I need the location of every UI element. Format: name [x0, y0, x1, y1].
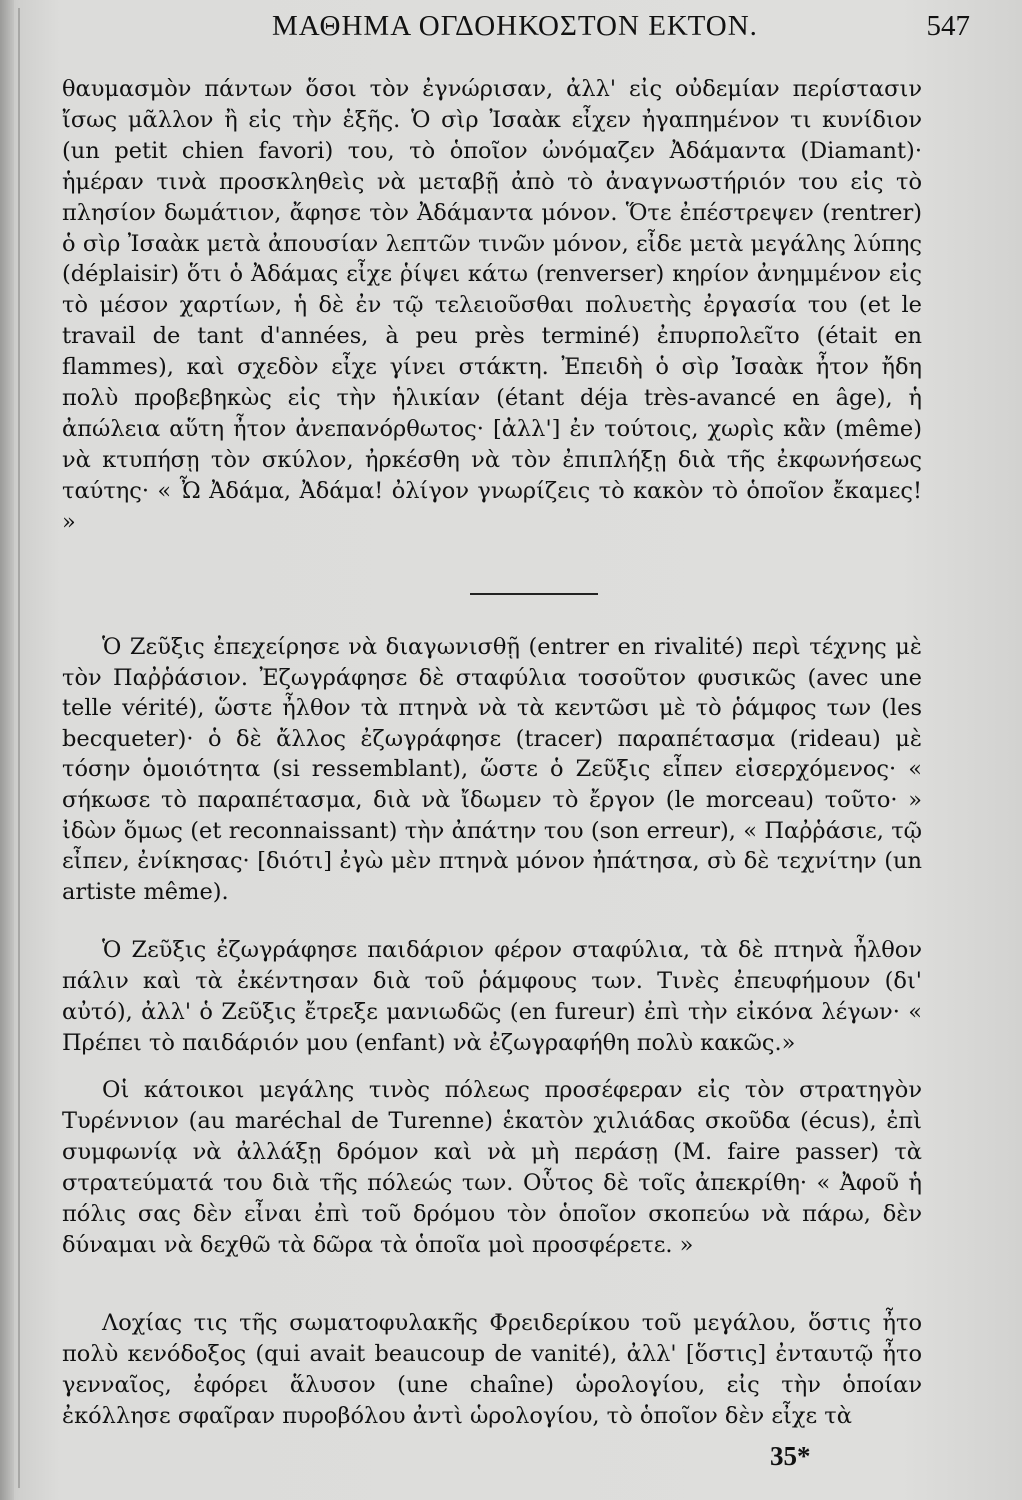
- signature-mark: 35*: [770, 1441, 811, 1471]
- page-number: 547: [926, 10, 970, 42]
- paragraph-zeuxis-boy-grapes: Ὁ Ζεῦξις ἐζωγράφησε παιδάριον φέρον σταφύλια, τὰ δὲ πτηνὰ ἦλθον πάλιν καὶ τὰ ἐκέντησαν διὰ τοῦ ῥάμφους των. Τινὲς ἐπευφήμουν (δι' αὐτό), ἀλλ' ὁ Ζεῦξις ἔτρεξε μανιωδῶς (en fureur) ἐπὶ τὴν εἰκόνα λέγων· « Πρέπει τὸ παιδάριόν μου (enfant) νὰ ἐζωγραφήθη πολὺ κακῶς.»: [62, 937, 922, 1056]
- page-header: [60, 10, 1000, 50]
- running-title: ΜΑΘΗΜΑ ΟΓΔΟΗΚΟΣΤΟΝ ΕΚΤΟΝ.: [272, 10, 758, 42]
- section-divider-rule: [470, 593, 598, 595]
- paragraph-zeuxis-parrhasius: Ὁ Ζεῦξις ἐπεχείρησε νὰ διαγωνισθῇ (entrer en rivalité) περὶ τέχνης μὲ τὸν Παῤῥάσιον. Ἐζωγράφησε δὲ σταφύλια τοσοῦτον φυσικῶς (avec une telle vérité), ὥστε ἦλθον τὰ πτηνὰ νὰ τὰ κεντῶσι μὲ τὸ ῥάμφος των (les becqueter)· ὁ δὲ ἄλλος ἐζωγράφησε (tracer) παραπέτασμα (rideau) μὲ τόσην ὁμοιότητα (si ressemblant), ὥστε ὁ Ζεῦξις εἶπεν εἰσερχόμενος· « σήκωσε τὸ παραπέτασμα, διὰ νὰ ἴδωμεν τὸ ἔργον (le morceau) τοῦτο· » ἰδὼν ὅμως (et reconnaissant) τὴν ἀπάτην του (son erreur), « Παῤῥάσιε, τῷ εἶπεν, ἐνίκησας· [διότι] ἐγὼ μὲν πτηνὰ μόνον ἠπάτησα, σὺ δὲ τεχνίτην (un artiste même).: [62, 634, 922, 905]
- page-gutter-line: [18, 8, 20, 1488]
- paragraph-newton-diamond: θαυμασμὸν πάντων ὅσοι τὸν ἐγνώρισαν, ἀλλ' εἰς οὐδεμίαν περίστασιν ἴσως μᾶλλον ἢ εἰς τὴν ἑξῆς. Ὁ σὶρ Ἰσαὰκ εἶχεν ἠγαπημένον τι κυνίδιον (un petit chien favori) του, τὸ ὁποῖον ὠνόμαζεν Ἀδάμαντα (Diamant)· ἡμέραν τινὰ προσκληθεὶς νὰ μεταβῇ ἀπὸ τὸ ἀναγνωστήριόν του εἰς τὸ πλησίον δωμάτιον, ἄφησε τὸν Ἀδάμαντα μόνον. Ὅτε ἐπέστρεψεν (rentrer) ὁ σὶρ Ἰσαὰκ μετὰ ἀπουσίαν λεπτῶν τινῶν μόνον, εἶδε μετὰ μεγάλης λύπης (déplaisir) ὅτι ὁ Ἀδάμας εἶχε ῥίψει κάτω (renverser) κηρίον ἀνημμένον εἰς τὸ μέσον χαρτίων, ἡ δὲ ἐν τῷ τελειοῦσθαι πολυετὴς ἐργασία του (et le travail de tant d'années, à peu près terminé) ἐπυρπολεῖτο (était en flammes), καὶ σχεδὸν εἶχε γίνει στάκτη. Ἐπειδὴ ὁ σὶρ Ἰσαὰκ ἦτον ἤδη πολὺ προβεβηκὼς εἰς τὴν ἡλικίαν (étant déja très-avancé en âge), ἡ ἀπώλεια αὕτη ἦτον ἀνεπανόρθωτος· [ἀλλ'] ἐν τούτοις, χωρὶς κἂν (même) νὰ κτυπήσῃ τὸν σκύλον, ἠρκέσθη νὰ τὸν ἐπιπλήξῃ διὰ τῆς ἐκφωνήσεως ταύτης· « Ὦ Ἀδάμα, Ἀδάμα! ὀλίγον γνωρίζεις τὸ κακὸν τὸ ὁποῖον ἔκαμες! »: [62, 76, 922, 535]
- paragraph-turenne: Οἱ κάτοικοι μεγάλης τινὸς πόλεως προσέφεραν εἰς τὸν στρατηγὸν Τυρέννιον (au maréchal de Turenne) ἑκατὸν χιλιάδας σκοῦδα (écus), ἐπὶ συμφωνίᾳ νὰ ἀλλάξῃ δρόμον καὶ νὰ μὴ περάσῃ (M. faire passer) τὰ στρατεύματά του διὰ τῆς πόλεώς των. Οὗτος δὲ τοῖς ἀπεκρίθη· « Ἀφοῦ ἡ πόλις σας δὲν εἶναι ἐπὶ τοῦ δρόμου τὸν ὁποῖον σκοπεύω νὰ πάρω, δὲν δύναμαι νὰ δεχθῶ τὰ δῶρα τὰ ὁποῖα μοὶ προσφέρετε. »: [62, 1077, 922, 1258]
- paragraph-frederick-sergeant: Λοχίας τις τῆς σωματοφυλακῆς Φρειδερίκου τοῦ μεγάλου, ὅστις ἦτο πολὺ κενόδοξος (qui avait beaucoup de vanité), ἀλλ' [ὅστις] ἐνταυτῷ ἦτο γενναῖος, ἐφόρει ἅλυσον (une chaîne) ὡρολογίου, εἰς τὴν ὁποίαν ἐκόλλησε σφαῖραν πυροβόλου ἀντὶ ὡρολογίου, τὸ ὁποῖον δὲν εἶχε τὰ: [62, 1310, 922, 1429]
- page-spine-edge: [0, 0, 14, 1500]
